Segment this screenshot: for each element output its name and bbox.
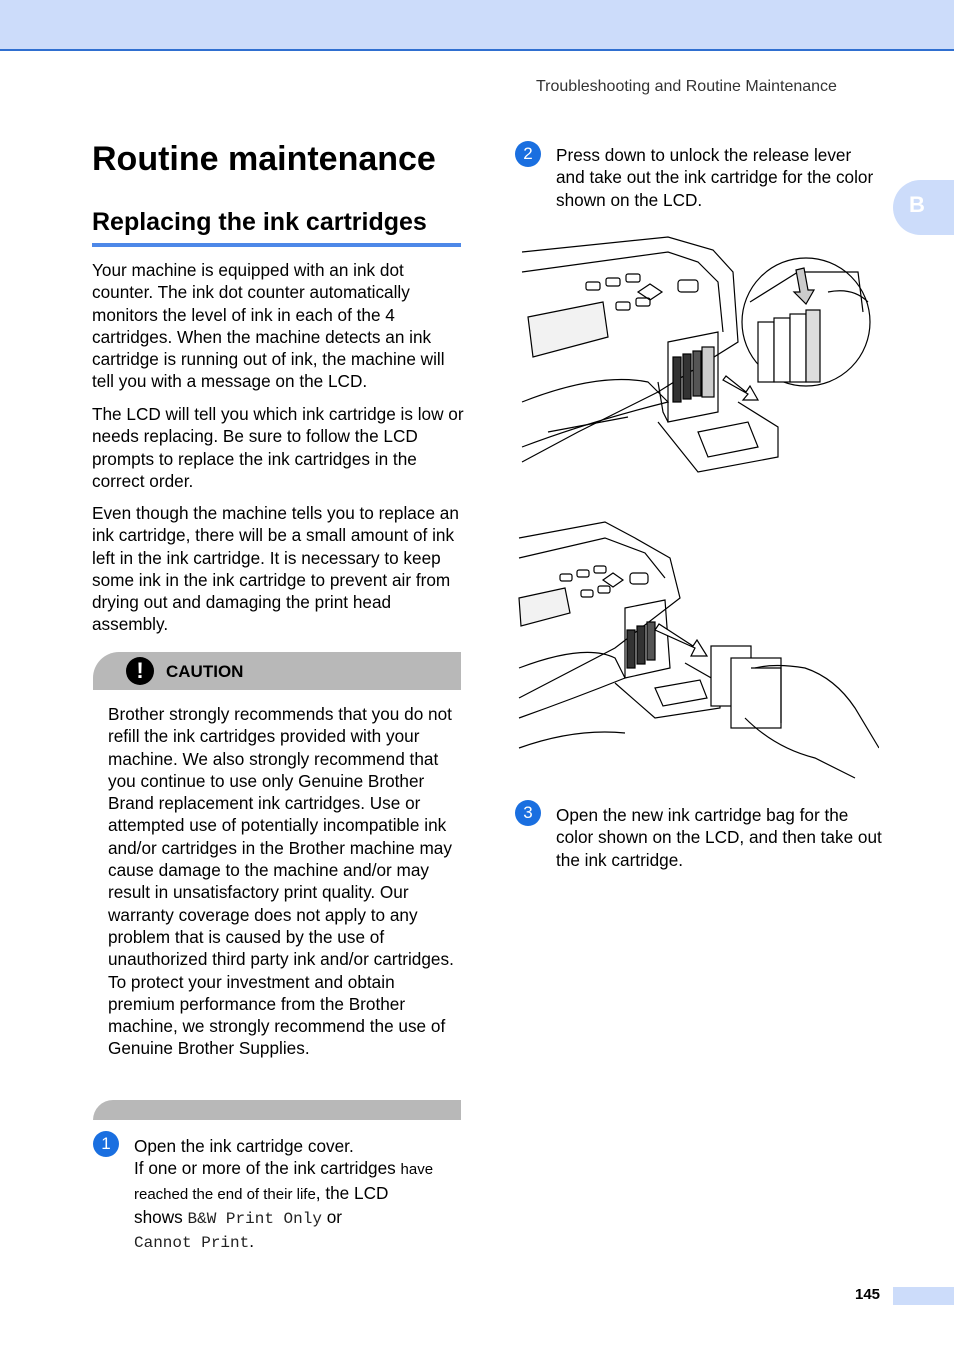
page-number-bar — [893, 1287, 954, 1305]
step-3-text: Open the new ink cartridge bag for the color shown on the LCD, and then take out the ink cartridge. — [556, 805, 882, 870]
caution-header — [93, 652, 461, 690]
caution-label: CAUTION — [166, 662, 244, 681]
step-1-text-c: reached the end of their life — [134, 1185, 316, 1203]
chapter-tab-letter: B — [909, 192, 925, 217]
step-1-line-5 — [134, 1230, 464, 1254]
chapter-tab — [893, 180, 954, 235]
step-2-text: Press down to unlock the release lever and take out the ink cartridge for the color shown on the LCD. — [556, 145, 874, 210]
step-1-text-g: . — [249, 1231, 254, 1252]
lcd-message-cannot-print: Cannot Print — [134, 1234, 250, 1253]
step-1-text-f: or — [321, 1206, 342, 1227]
step-1-text — [134, 1135, 464, 1254]
page-title: Routine maintenance — [92, 140, 436, 178]
step-1-text-a: If one or more of the ink cartridges — [134, 1158, 401, 1179]
page-number: 145 — [855, 1286, 881, 1303]
step-1-line-3 — [134, 1182, 464, 1206]
step-1-text-e: shows — [134, 1206, 188, 1227]
lcd-message-bw-print-only: B&W Print Only — [187, 1209, 322, 1228]
caution-text: Brother strongly recommends that you do not refill the ink cartridges provided with your machine. We also strongly recommend that you continue to use only Genuine Brother Brand replacement ink cartridges. Use or attempted use of potentially incompatible ink and/or cartridges in the Brother machine may cause damage to the machine and/or may result in unsatisfactory print quality. Our warranty coverage does not apply to any problem that is caused by the use of unauthorized third party ink and/or cartridges. To protect your investment and obtain premium performance from the Brother machine, we strongly recommend the use of Genuine Brother Supplies. — [108, 704, 454, 1059]
intro-paragraph-2: The LCD will tell you which ink cartridge is low or needs replacing. Be sure to follow the LCD prompts to replace the ink cartridges in the correct order. — [92, 404, 464, 491]
step-1-line-1: Open the ink cartridge cover. — [134, 1136, 354, 1156]
caution-footer — [93, 1100, 461, 1120]
remove-cartridge-illustration — [515, 518, 879, 780]
header-band — [0, 0, 954, 51]
section-heading: Replacing the ink cartridges — [92, 208, 461, 247]
intro-paragraph-1: Your machine is equipped with an ink dot counter. The ink dot counter automatically monitors the level of ink in each of the 4 cartridges. When the machine detects an ink cartridge is running out of ink, the machine will tell you with a message on the LCD. — [92, 260, 445, 392]
step-1-badge: 1 — [93, 1131, 119, 1157]
intro-paragraph-3: Even though the machine tells you to replace an ink cartridge, there will be a small amount of ink left in the ink cartridge. It is necessary to keep some ink in the ink cartridge to prevent air from drying out and damaging the print head assembly. — [92, 503, 459, 635]
step-3-badge: 3 — [515, 800, 541, 826]
step-1-text-d: , the LCD — [315, 1182, 389, 1203]
step-2-badge: 2 — [515, 141, 541, 167]
exclamation-icon: ! — [126, 657, 154, 685]
step-1-line-4 — [134, 1206, 464, 1230]
step-1-line-2 — [134, 1157, 464, 1181]
running-header: Troubleshooting and Routine Maintenance — [536, 78, 837, 95]
step-1-text-b: have — [400, 1161, 434, 1179]
release-lever-illustration — [518, 232, 874, 504]
